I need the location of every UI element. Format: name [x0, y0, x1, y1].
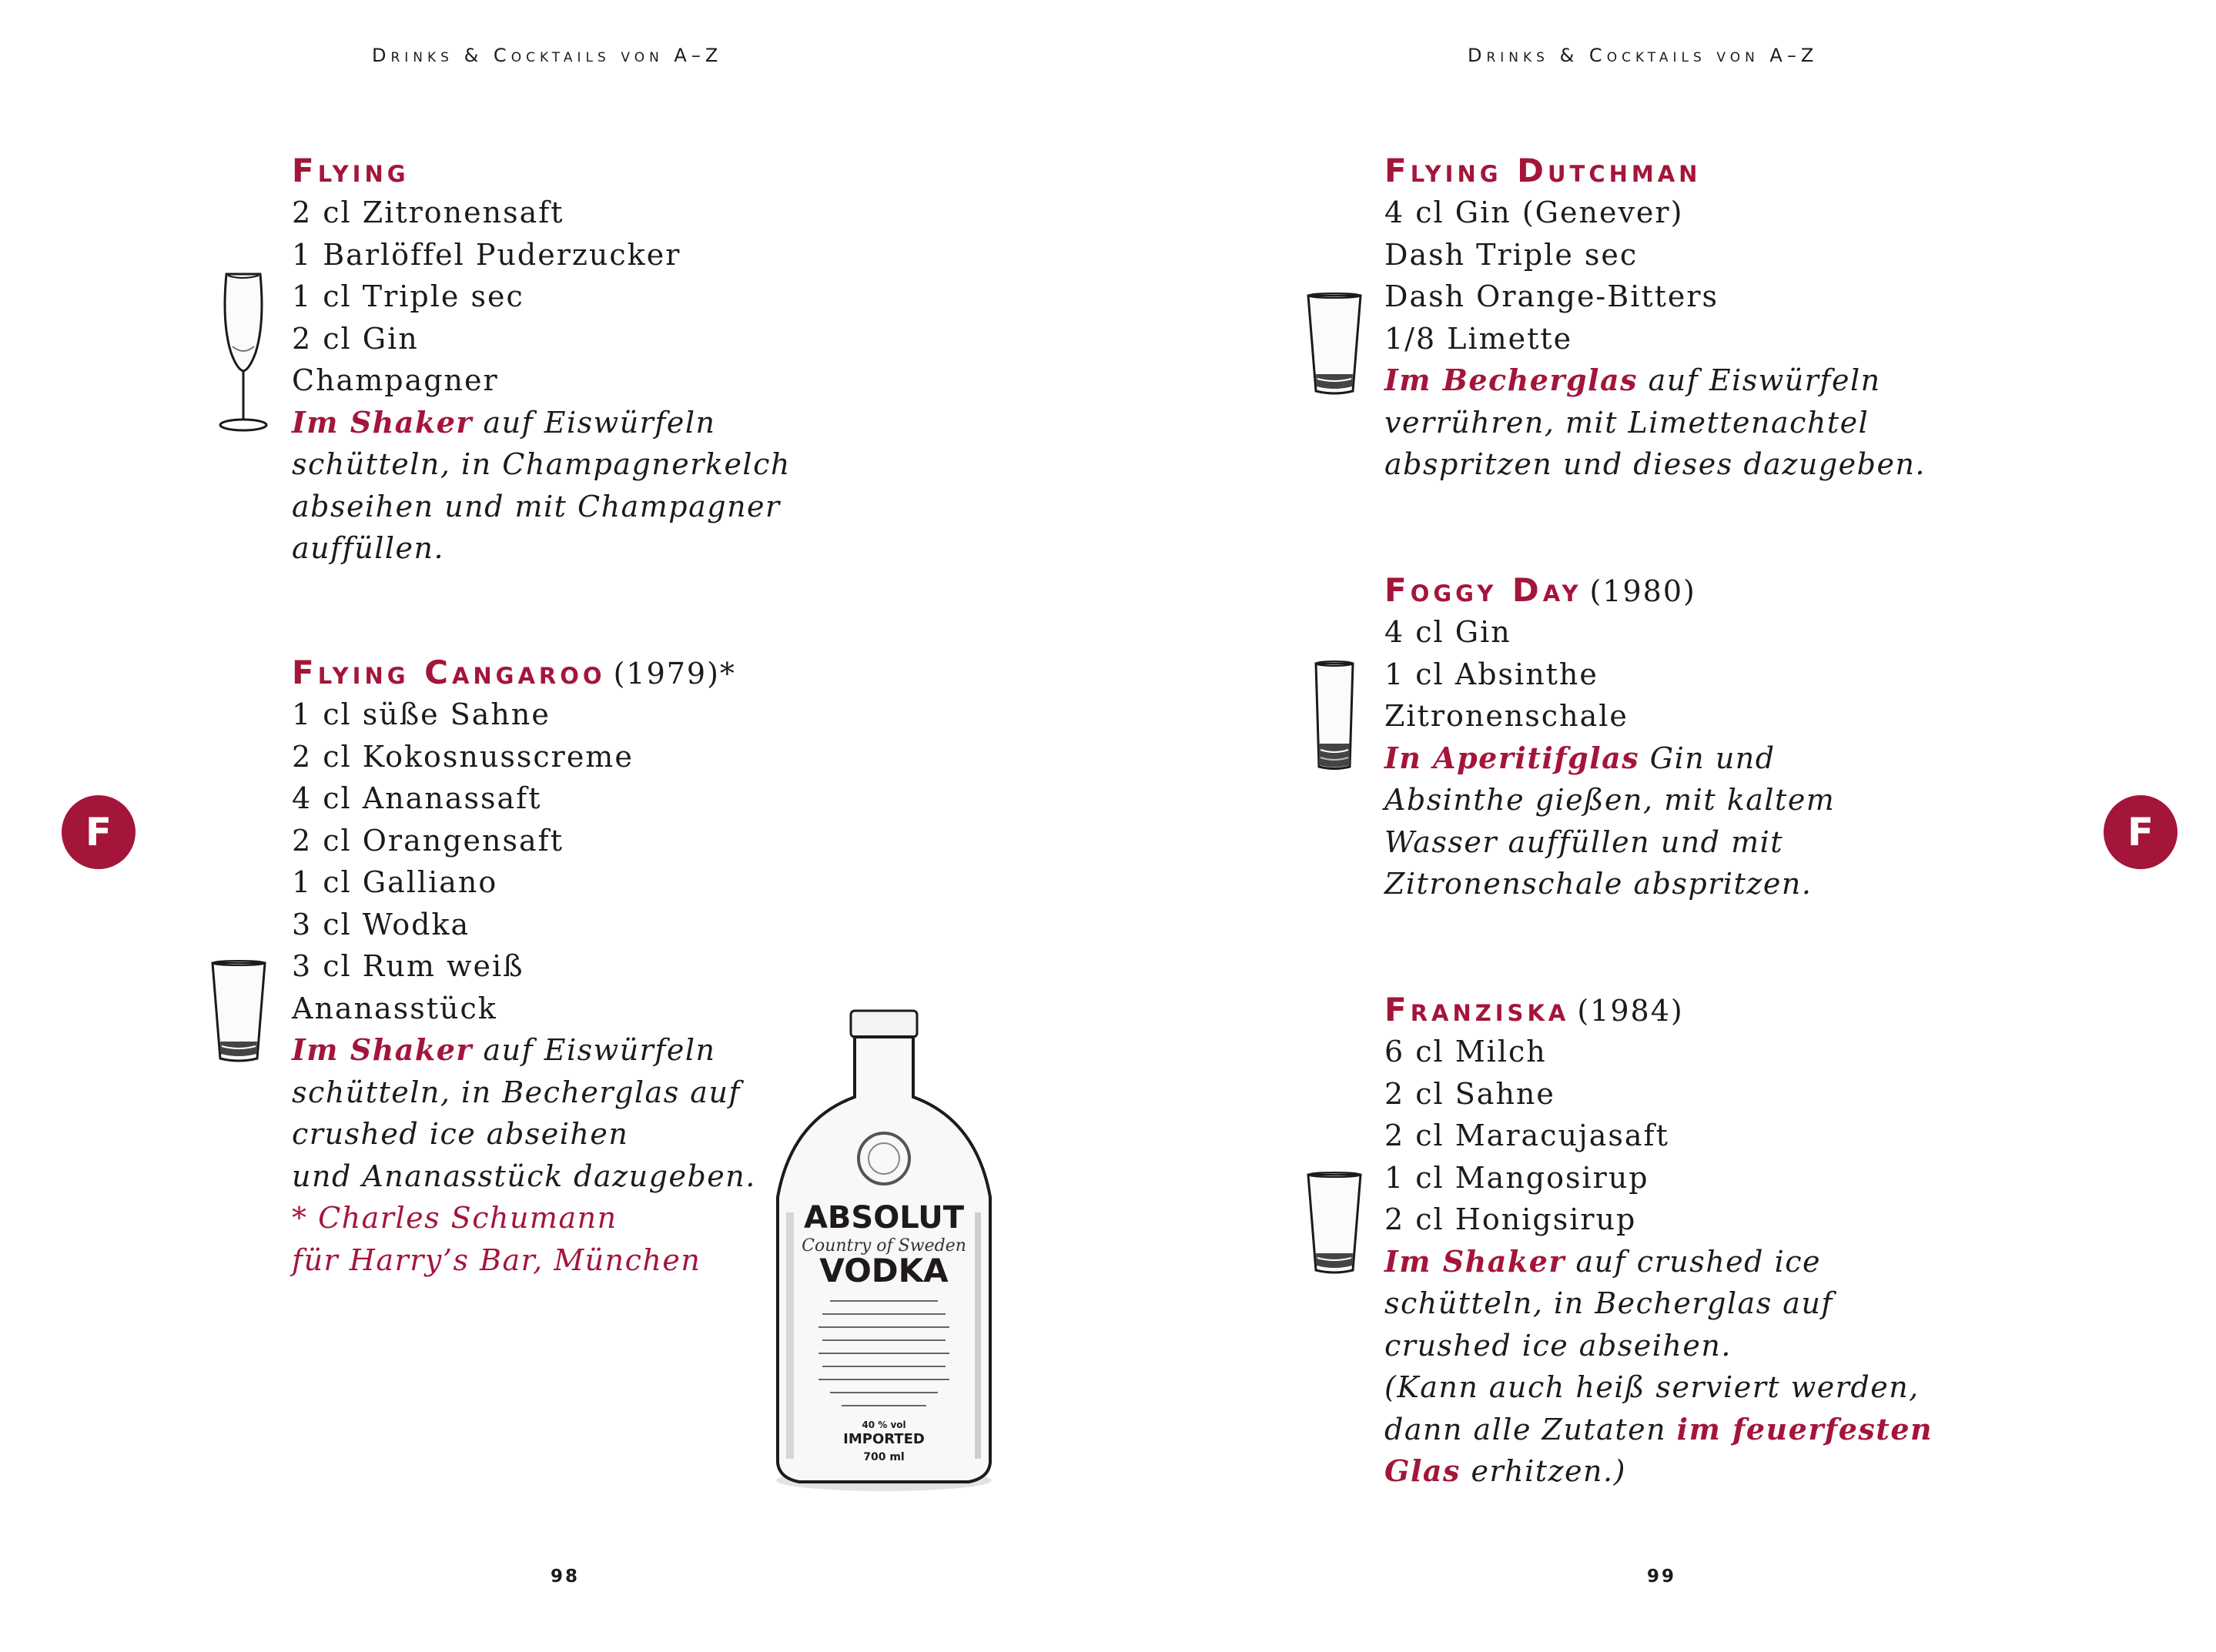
bottle-strength: 40 % vol	[862, 1420, 906, 1430]
ingredient: 6 cl Milch	[1384, 1035, 1547, 1068]
recipe-method: Im Shaker auf crushed ice schütteln, in Becherglas auf crushed ice abseihen. (Kann auch heiß serviert werden, dann alle Zutaten im feuerfesten Glas erhitzen.)	[1384, 1243, 1933, 1488]
recipe-foggy-day	[1384, 570, 1923, 905]
ingredient: 4 cl Gin (Genever)	[1384, 196, 1684, 229]
recipe-method: In Aperitifglas Gin und Absinthe gießen, mit kaltem Wasser auffüllen und mit Zitronenschale abspritzen.	[1384, 740, 1836, 901]
ingredient: 2 cl Maracujasaft	[1384, 1119, 1669, 1152]
ingredient: 1 cl Galliano	[292, 865, 498, 899]
ingredient: Dash Triple sec	[1384, 237, 1639, 272]
ingredient: 2 cl Zitronensaft	[292, 196, 564, 229]
ingredient: 1/8 Limette	[1384, 321, 1573, 356]
section-tab-right: F	[2104, 795, 2178, 869]
recipe-title: Flying Dutchman	[1384, 152, 1702, 189]
ingredient: 4 cl Gin	[1384, 615, 1511, 649]
ingredient: 2 cl Kokosnusscreme	[292, 739, 634, 774]
vodka-bottle-illustration	[768, 1005, 999, 1497]
ingredient: 4 cl Ananassaft	[292, 781, 542, 815]
ingredient: 2 cl Honigsirup	[1384, 1202, 1637, 1236]
ingredient: Champagner	[292, 363, 499, 397]
recipe-year: (1979)*	[613, 657, 736, 691]
ingredient: Dash Orange-Bitters	[1384, 279, 1719, 313]
recipe-year: (1980)	[1589, 574, 1696, 608]
bottle-product: VODKA	[819, 1252, 949, 1289]
tumbler-glass-icon	[208, 958, 269, 1066]
ingredient: 3 cl Wodka	[292, 907, 470, 941]
recipe-flying-cangaroo	[292, 652, 831, 1281]
ingredient: Zitronenschale	[1384, 699, 1629, 733]
ingredient: 2 cl Orangensaft	[292, 823, 564, 858]
recipe-title: Foggy Day	[1384, 571, 1582, 609]
recipe-title: Flying	[292, 152, 410, 189]
recipe-franziska	[1384, 989, 1933, 1493]
ingredient: 1 cl Triple sec	[292, 279, 524, 313]
method-lead: Im Becherglas	[1384, 363, 1638, 397]
recipe-flying	[292, 150, 831, 570]
method-lead: In Aperitifglas	[1384, 740, 1640, 775]
running-head-left: Drinks & Cocktails von A–Z	[372, 45, 723, 66]
footnote: * Charles Schumann	[292, 1201, 618, 1235]
running-head-right: Drinks & Cocktails von A–Z	[1468, 45, 1819, 66]
recipe-method: Im Shaker auf Eiswürfeln schütteln, in Becherglas auf crushed ice abseihen und Ananasstück dazugeben. * Charles Schumann für Harry’s Bar, München	[292, 1029, 831, 1281]
method-lead: Im Shaker	[292, 1032, 473, 1067]
tumbler-glass-icon	[1304, 291, 1365, 399]
bottle-imported: IMPORTED	[843, 1431, 925, 1447]
ingredient: 2 cl Gin	[292, 321, 419, 356]
footnote: für Harry’s Bar, München	[292, 1242, 701, 1277]
method-lead: Im Shaker	[292, 404, 473, 440]
ingredient: 1 Barlöffel Puderzucker	[292, 237, 681, 272]
page-number-left: 98	[551, 1567, 581, 1587]
ingredient: 1 cl süße Sahne	[292, 697, 551, 731]
tumbler-glass-icon	[1304, 1170, 1365, 1278]
bottle-brand: ABSOLUT	[803, 1200, 965, 1236]
section-tab-left: F	[62, 795, 136, 869]
right-page	[1108, 0, 2216, 1652]
recipe-flying-dutchman	[1384, 150, 1926, 486]
aperitif-glass-icon	[1311, 659, 1357, 774]
ingredient: Ananasstück	[292, 991, 497, 1025]
bottle-volume: 700 ml	[863, 1451, 905, 1463]
ingredient: 1 cl Mangosirup	[1384, 1160, 1649, 1195]
champagne-flute-icon	[216, 269, 271, 435]
ingredient: 2 cl Sahne	[1384, 1076, 1555, 1111]
recipe-year: (1984)	[1577, 994, 1684, 1028]
page-number-right: 99	[1647, 1567, 1677, 1587]
ingredient: 1 cl Absinthe	[1384, 657, 1598, 691]
recipe-method: Im Shaker auf Eiswürfeln schütteln, in Champagnerkelch abseihen und mit Champagner auffüllen.	[292, 404, 791, 565]
recipe-title: Flying Cangaroo	[292, 654, 606, 691]
bottle-subtitle: Country of Sweden	[802, 1236, 966, 1256]
ingredient: 3 cl Rum weiß	[292, 949, 524, 983]
recipe-method: Im Becherglas auf Eiswürfeln verrühren, mit Limettenachtel abspritzen und dieses dazugeben.	[1384, 363, 1926, 481]
method-lead: Im Shaker	[1384, 1243, 1565, 1279]
recipe-title: Franziska	[1384, 991, 1570, 1028]
